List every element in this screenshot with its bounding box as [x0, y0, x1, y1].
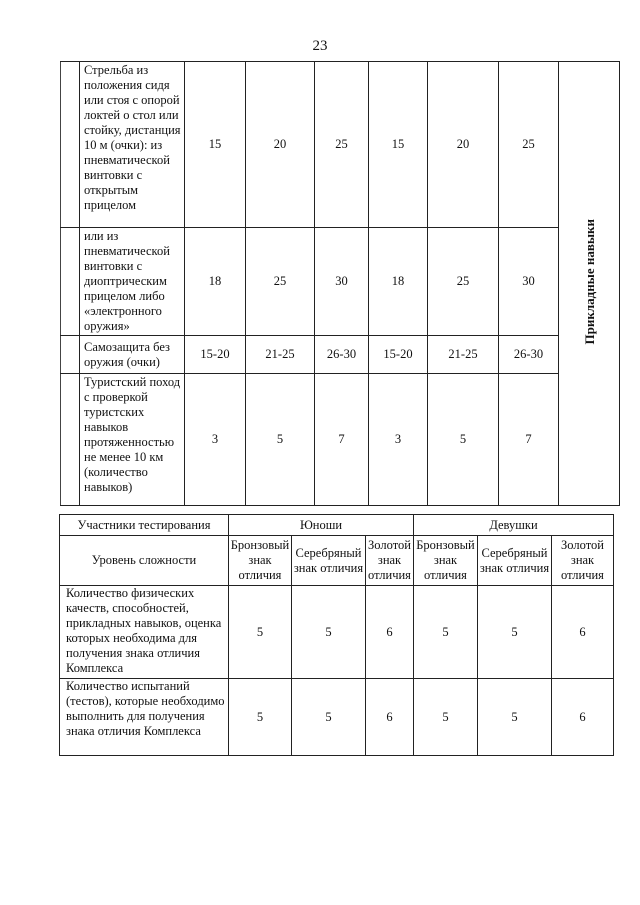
badge-header: Бронзовый знак отличия — [414, 536, 478, 586]
value-cell: 5 — [292, 586, 366, 679]
value-cell: 15 — [185, 62, 246, 228]
blank-cell — [61, 374, 80, 506]
boys-header: Юноши — [229, 515, 414, 536]
value-cell: 20 — [246, 62, 315, 228]
table-row — [60, 679, 614, 756]
value-cell: 30 — [315, 228, 369, 336]
side-label-cell — [559, 62, 620, 506]
value-cell: 15 — [369, 62, 428, 228]
test-description: Туристский поход с проверкой туристских навыков протяженностью не менее 10 км (количество навыков) — [80, 374, 185, 506]
applied-skills-table — [60, 61, 620, 506]
value-cell: 5 — [246, 374, 315, 506]
blank-cell — [61, 228, 80, 336]
test-description: Самозащита без оружия (очки) — [80, 336, 185, 374]
badge-header: Золотой знак отличия — [552, 536, 614, 586]
value-cell: 26-30 — [315, 336, 369, 374]
value-cell: 5 — [478, 586, 552, 679]
girls-header: Девушки — [414, 515, 614, 536]
value-cell: 6 — [552, 679, 614, 756]
value-cell: 25 — [315, 62, 369, 228]
value-cell: 15-20 — [369, 336, 428, 374]
value-cell: 6 — [366, 679, 414, 756]
value-cell: 25 — [428, 228, 499, 336]
row-label: Количество испытаний (тестов), которые необходимо выполнить для получения знака отличия Комплекса — [60, 679, 229, 756]
value-cell: 5 — [478, 679, 552, 756]
badge-header: Бронзовый знак отличия — [229, 536, 292, 586]
table-row — [61, 374, 620, 506]
value-cell: 26-30 — [499, 336, 559, 374]
table-row — [60, 586, 614, 679]
value-cell: 21-25 — [428, 336, 499, 374]
test-description: или из пневматической винтовки с диоптрическим прицелом либо «электронного оружия» — [80, 228, 185, 336]
blank-cell — [61, 336, 80, 374]
value-cell: 5 — [414, 679, 478, 756]
value-cell: 7 — [499, 374, 559, 506]
value-cell: 15-20 — [185, 336, 246, 374]
page-number: 23 — [312, 38, 328, 54]
value-cell: 6 — [552, 586, 614, 679]
value-cell: 3 — [369, 374, 428, 506]
value-cell: 3 — [185, 374, 246, 506]
badge-header: Серебряный знак отличия — [478, 536, 552, 586]
participants-header: Участники тестирования — [60, 515, 229, 536]
badge-requirements-table — [59, 514, 614, 756]
value-cell: 18 — [369, 228, 428, 336]
badge-header: Серебряный знак отличия — [292, 536, 366, 586]
value-cell: 21-25 — [246, 336, 315, 374]
badge-header: Золотой знак отличия — [366, 536, 414, 586]
value-cell: 5 — [428, 374, 499, 506]
table-row — [61, 62, 620, 228]
value-cell: 5 — [292, 679, 366, 756]
value-cell: 5 — [414, 586, 478, 679]
test-description: Стрельба из положения сидя или стоя с опорой локтей о стол или стойку, дистанция 10 м (очки): из пневматической винтовки с открытым прицелом — [80, 62, 185, 228]
value-cell: 18 — [185, 228, 246, 336]
value-cell: 25 — [499, 62, 559, 228]
value-cell: 5 — [229, 679, 292, 756]
value-cell: 20 — [428, 62, 499, 228]
blank-cell — [61, 62, 80, 228]
table-row — [60, 515, 614, 536]
row-label: Количество физических качеств, способностей, прикладных навыков, оценка которых необходима для получения знака отличия Комплекса — [60, 586, 229, 679]
table-row — [61, 228, 620, 336]
value-cell: 7 — [315, 374, 369, 506]
table-row — [61, 336, 620, 374]
value-cell: 25 — [246, 228, 315, 336]
value-cell: 5 — [229, 586, 292, 679]
table-row — [60, 536, 614, 586]
value-cell: 30 — [499, 228, 559, 336]
side-label: Прикладные навыки — [581, 218, 597, 345]
value-cell: 6 — [366, 586, 414, 679]
level-header: Уровень сложности — [60, 536, 229, 586]
